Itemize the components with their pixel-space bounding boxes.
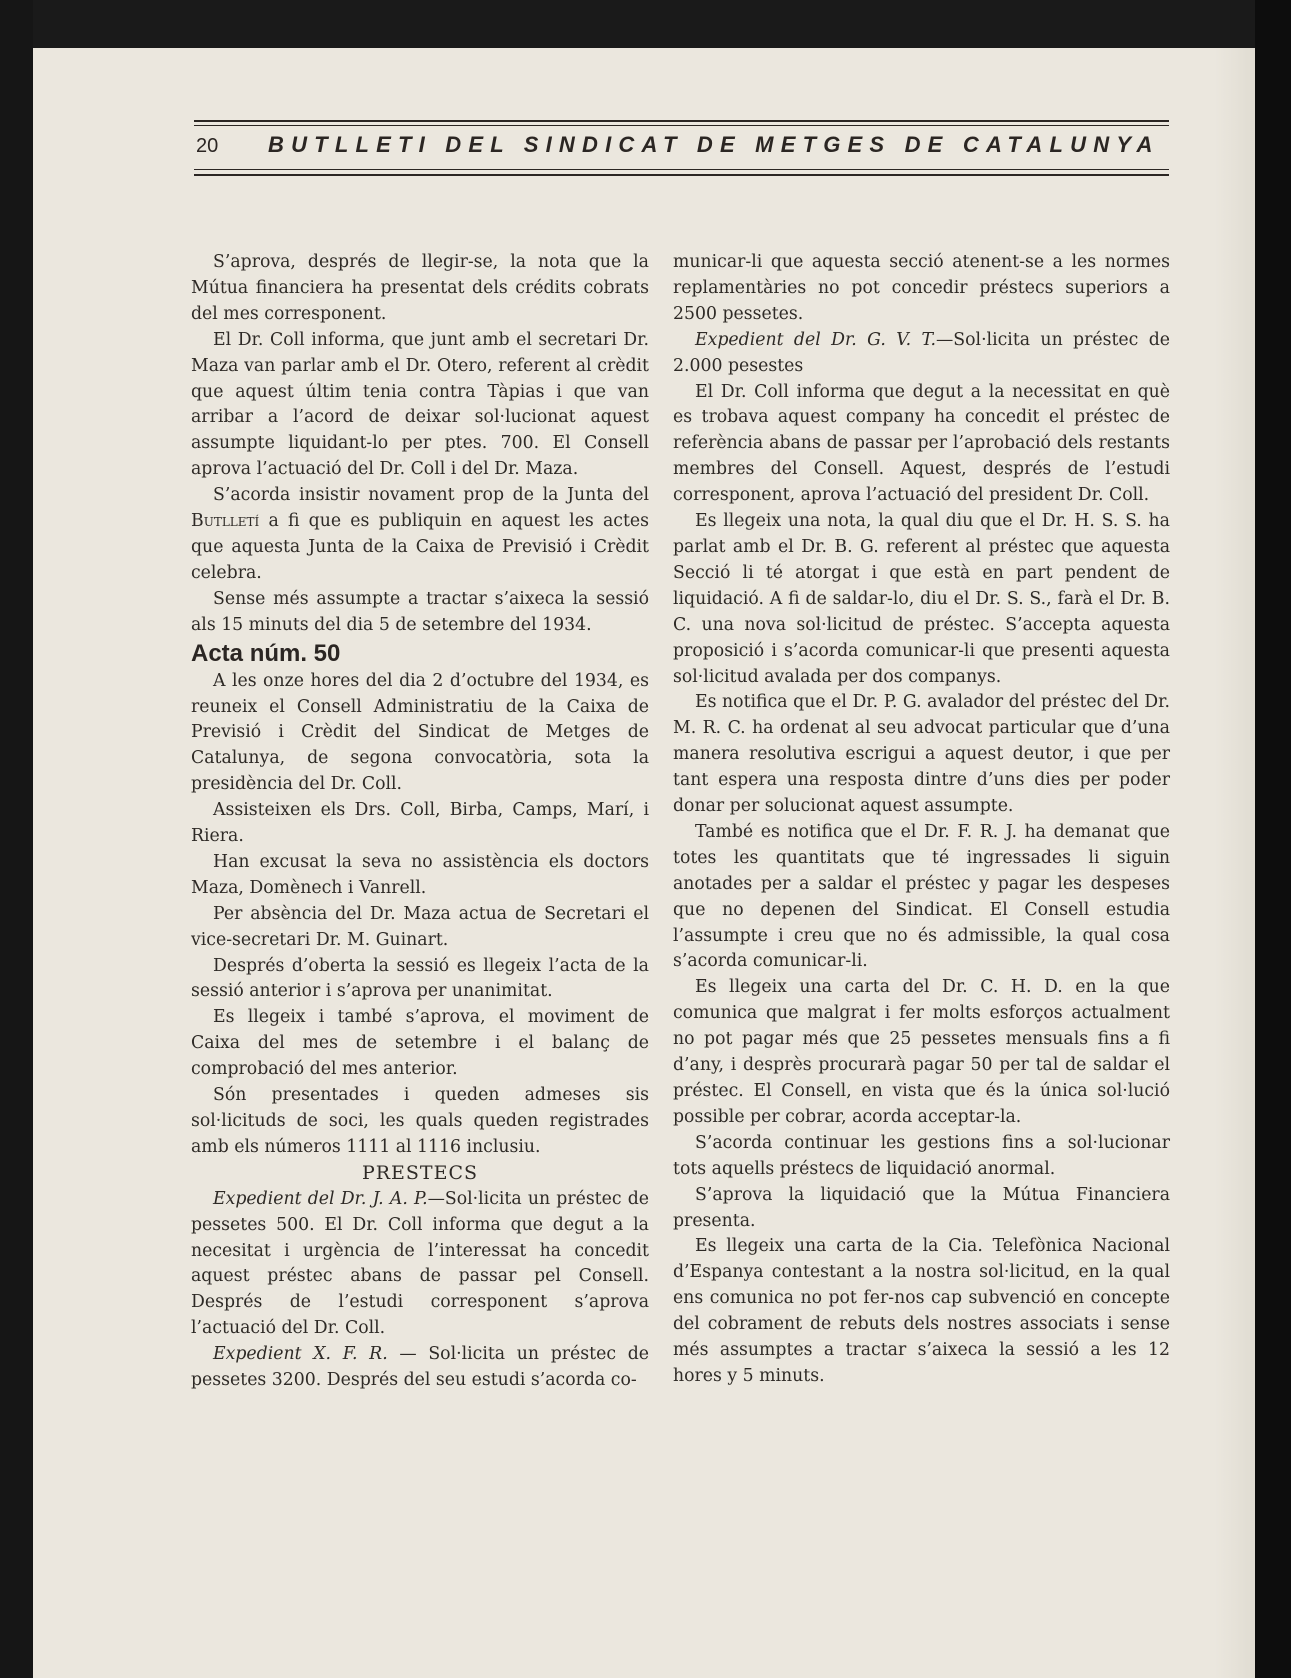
header-rule-bottom-thin [194,169,1169,170]
paragraph-text: —Sol·licita un préstec de pessetes 500. El Dr. Coll informa que degut a la necesitat i urgència de l’interessat ha concedit aquest préstec abans de passar pel Consell. Després de l’estudi corresponent s’aprova l’actuació del Dr. Coll. [191,1188,649,1339]
expedient-label: Expedient del Dr. G. V. T. [695,329,937,350]
running-title: BUTLLETI DEL SINDICAT DE METGES DE CATALUNYA [268,132,1160,157]
section-heading-acta: Acta núm. 50 [191,639,341,667]
paragraph: El Dr. Coll informa, que junt amb el secretari Dr. Maza van parlar amb el Dr. Otero, referent al crèdit que aquest últim tenia contra Tàpias i que van arribar a l’acord de deixar sol·lucionat aquest assumpte liquidant-lo per ptes. 700. El Consell aprova l’actuació del Dr. Coll i del Dr. Maza. [191,329,649,480]
paragraph: A les onze hores del dia 2 d’octubre del 1934, es reuneix el Consell Administratiu de la Caixa de Previsió i Crèdit del Sindicat de Metges de Catalunya, de segona convocatòria, sota la presidència del Dr. Coll. [191,670,649,795]
paragraph: Després d’oberta la sessió es llegeix l’acta de la sessió anterior i s’aprova per unanimitat. [191,955,649,1002]
paragraph-text: a fi que es publiquin en aquest les actes que aquesta Junta de la Caixa de Previsió i Crèdit celebra. [191,511,650,583]
paragraph: S’aprova la liquidació que la Mútua Financiera presenta. [673,1184,1170,1231]
header-rule-top-thin [194,125,1169,126]
paragraph-text: —Sol·licita un préstec de 2.000 pesestes [673,329,1170,376]
paragraph: Són presentades i queden admeses sis sol·licituds de soci, les quals queden registrades amb els números 1111 al 1116 inclusiu. [191,1085,649,1157]
header-rule-top [194,120,1169,122]
header-rule-bottom [194,174,1169,176]
paragraph: Es llegeix una nota, la qual diu que el Dr. H. S. S. ha parlat amb el Dr. B. G. referent al préstec que aquesta Secció li té atorgat i que està en part pendent de liquidació. A fi de saldar-lo, diu el Dr. S. S., farà el Dr. B. C. una nova sol·licitud de préstec. S’accepta aquesta proposició i s’acorda comunicar-li que presenti aquesta sol·licitud avalada per dos companys. [673,511,1170,687]
paragraph: S’acorda continuar les gestions fins a sol·lucionar tots aquells préstecs de liquidació anormal. [673,1132,1170,1179]
left-column [191,250,649,1394]
paragraph: municar-li que aquesta secció atenent-se a les normes replamentàries no pot concedir préstecs superiors a 2500 pessetes. [673,252,1170,324]
paragraph [191,1342,649,1394]
page-header [194,120,1169,176]
paragraph: Es notifica que el Dr. P. G. avalador del préstec del Dr. M. R. C. ha ordenat al seu advocat particular que d’una manera resolutiva escrigui a aquest deutor, i que per tant espera una resposta dintre d’uns dies per poder donar per solucionat aquest assumpte. [673,692,1170,817]
section-heading-prestecs: PRESTECS [361,1161,479,1184]
expedient-label: Expedient X. F. R. [213,1344,388,1365]
paragraph: Per absència del Dr. Maza actua de Secretari el vice-secretari Dr. M. Guinart. [191,903,649,950]
paragraph: Es llegeix i també s’aprova, el moviment de Caixa del mes de setembre i el balanç de comprobació del mes anterior. [191,1007,649,1080]
expedient-label: Expedient del Dr. J. A. P. [213,1188,428,1209]
page-number: 20 [196,135,219,157]
scan-border-left [0,0,33,1678]
paragraph: Han excusat la seva no assistència els doctors Maza, Domènech i Vanrell. [191,851,649,898]
paragraph: El Dr. Coll informa que degut a la necessitat en què es trobava aquest company ha concedit el préstec de referència abans de passar per l’aprobació dels restants membres del Consell. Aquest, després de l’estudi corresponent, aprova l’actuació del president Dr. Coll. [673,381,1170,506]
page-edge-shadow [1215,48,1255,1678]
paragraph: Es llegeix una carta de la Cia. Telefònica Nacional d’Espanya contestant a la nostra sol·licitud, en la qual ens comunica no pot fer-nos cap subvenció en concepte del cobrament de rebuts dels nostres associats i sense més assumptes a tractar s’aixeca la sessió a les 12 hores y 5 minuts. [673,1236,1170,1386]
right-column [673,250,1170,1390]
paragraph: Es llegeix una carta del Dr. C. H. D. en la que comunica que malgrat i fer molts esforços actualment no pot pagar més que 25 pessetes mensuals fins a fi d’any, i desprès procurarà pagar 50 per tal de saldar el préstec. El Consell, en vista que és la única sol·lució possible per cobrar, acorda acceptar-la. [673,977,1170,1127]
paragraph [191,483,649,587]
paragraph: Sense més assumpte a tractar s’aixeca la sessió als 15 minuts del dia 5 de setembre del 1934. [191,588,649,635]
paragraph: Assisteixen els Drs. Coll, Birba, Camps, Marí, i Riera. [191,800,649,847]
paragraph-text: — Sol·licita un préstec de pessetes 3200. Després del seu estudi s’acorda co- [191,1344,649,1391]
paragraph-text: S’acorda insistir novament prop de la Junta del [213,485,649,506]
bulletin-name: Butlletí [191,511,260,532]
paragraph [673,328,1170,380]
scan-border-right [1255,0,1291,1678]
document-page [33,48,1255,1678]
paragraph: També es notifica que el Dr. F. R. J. ha demanat que totes les quantitats que té ingressades li siguin anotades per a saldar el préstec y pagar les despeses que no depenen del Sindicat. El Consell estudia l’assumpte i creu que no és admissible, la qual cosa s’acorda comunicar-li. [673,821,1170,972]
paragraph [191,1187,649,1342]
paragraph: S’aprova, després de llegir-se, la nota que la Mútua financiera ha presentat dels crédits cobrats del mes corresponent. [191,252,649,324]
